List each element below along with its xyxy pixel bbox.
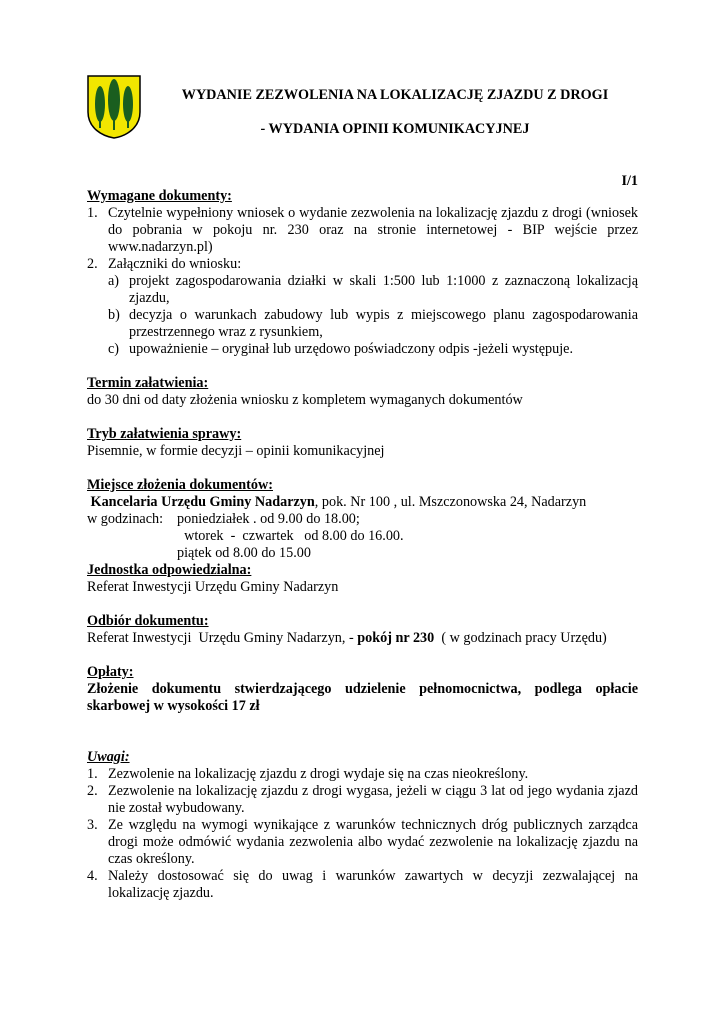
deadline-text: do 30 dni od daty złożenia wniosku z kompletem wymaganych dokumentów <box>87 392 523 408</box>
office-address: , pok. Nr 100 , ul. Mszczonowska 24, Nadarzyn <box>314 494 587 510</box>
list-text: Należy dostosować się do uwag i warunków zawartych w decyzji zezwalającej na lokalizację zjazdu. <box>108 868 638 901</box>
pickup-text-start: Referat Inwestycji Urzędu Gminy Nadarzyn, - <box>87 630 358 646</box>
list-number: 2. <box>87 256 98 272</box>
procedure-text: Pisemnie, w formie decyzji – opinii komunikacyjnej <box>87 443 385 459</box>
list-text: Ze względu na wymogi wynikające z warunków technicznych dróg publicznych zarządca drogi może odmówić wydania zezwolenia albo wydać zezwolenie na lokalizację zjazdu na czas określony. <box>108 817 638 867</box>
sub-list-letter: a) <box>108 273 120 289</box>
notes-heading: Uwagi: <box>87 749 130 765</box>
pickup-heading: Odbiór dokumentu: <box>87 613 209 629</box>
sub-list-text: decyzja o warunkach zabudowy lub wypis z miejscowego planu zagospodarowania przestrzennego wraz z rysunkiem, <box>129 307 638 340</box>
crest-plants <box>95 79 133 130</box>
list-item <box>87 256 638 273</box>
deadline-heading: Termin załatwienia: <box>87 375 209 391</box>
pickup-text-end: ( w godzinach pracy Urzędu) <box>434 630 607 646</box>
sub-list-item <box>87 273 638 307</box>
list-item <box>87 766 638 783</box>
hours-friday: piątek od 8.00 do 15.00 <box>177 545 311 561</box>
hours-list <box>177 511 404 562</box>
gmina-crest-logo <box>86 74 142 140</box>
list-text: Zezwolenie na lokalizację zjazdu z drogi wydaje się na czas nieokreślony. <box>108 766 529 782</box>
list-number: 2. <box>87 783 98 799</box>
list-number: 1. <box>87 766 98 782</box>
list-item <box>87 817 638 868</box>
page-subtitle: - WYDANIA OPINII KOMUNIKACYJNEJ <box>260 121 530 137</box>
list-text: Czytelnie wypełniony wniosek o wydanie zezwolenia na lokalizację zjazdu z drogi (wniosek do pobrania w pokoju nr. 230 oraz na stronie internetowej - BIP wejście przez www.nadarzyn.pl) <box>108 205 638 255</box>
list-text: Załączniki do wniosku: <box>108 256 242 272</box>
sub-list-text: upoważnienie – oryginał lub urzędowo poświadczony odpis -jeżeli występuje. <box>129 341 574 357</box>
office-name: Kancelaria Urzędu Gminy Nadarzyn <box>90 494 315 510</box>
sub-list-letter: b) <box>108 307 120 323</box>
responsible-unit-heading: Jednostka odpowiedzialna: <box>87 562 252 578</box>
document-code: I/1 <box>621 173 638 189</box>
fees-heading: Opłaty: <box>87 664 134 680</box>
hours-tue-thu: wtorek - czwartek od 8.00 do 16.00. <box>177 528 404 544</box>
procedure-heading: Tryb załatwienia sprawy: <box>87 426 242 442</box>
sub-list-text: projekt zagospodarowania działki w skali 1:500 lub 1:1000 z zaznaczoną lokalizacją zjazdu, <box>129 273 638 306</box>
hours-label: w godzinach: <box>87 511 164 527</box>
list-item <box>87 205 638 256</box>
sub-list-item <box>87 341 638 358</box>
list-number: 4. <box>87 868 98 884</box>
responsible-unit-text: Referat Inwestycji Urzędu Gminy Nadarzyn <box>87 579 339 595</box>
page-title: WYDANIE ZEZWOLENIA NA LOKALIZACJĘ ZJAZDU Z DROGI <box>181 87 609 103</box>
submission-office <box>87 494 638 511</box>
fees-text: Złożenie dokumentu stwierdzającego udzielenie pełnomocnictwa, podlega opłacie skarbowej w wysokości 17 zł <box>87 681 638 714</box>
hours-monday: poniedziałek . od 9.00 do 18.00; <box>177 511 360 527</box>
required-documents-heading: Wymagane dokumenty: <box>87 188 232 204</box>
sub-list-item <box>87 307 638 341</box>
office-hours <box>87 511 638 562</box>
list-number: 1. <box>87 205 98 221</box>
list-item <box>87 868 638 902</box>
list-item <box>87 783 638 817</box>
submission-place-heading: Miejsce złożenia dokumentów: <box>87 477 273 493</box>
sub-list-letter: c) <box>108 341 120 357</box>
list-text: Zezwolenie na lokalizację zjazdu z drogi wygasa, jeżeli w ciągu 3 lat od jego wydania zjazd nie został wybudowany. <box>108 783 638 816</box>
pickup-text <box>87 630 638 647</box>
document-body <box>87 188 638 902</box>
list-number: 3. <box>87 817 98 833</box>
pickup-room: pokój nr 230 <box>357 630 435 646</box>
